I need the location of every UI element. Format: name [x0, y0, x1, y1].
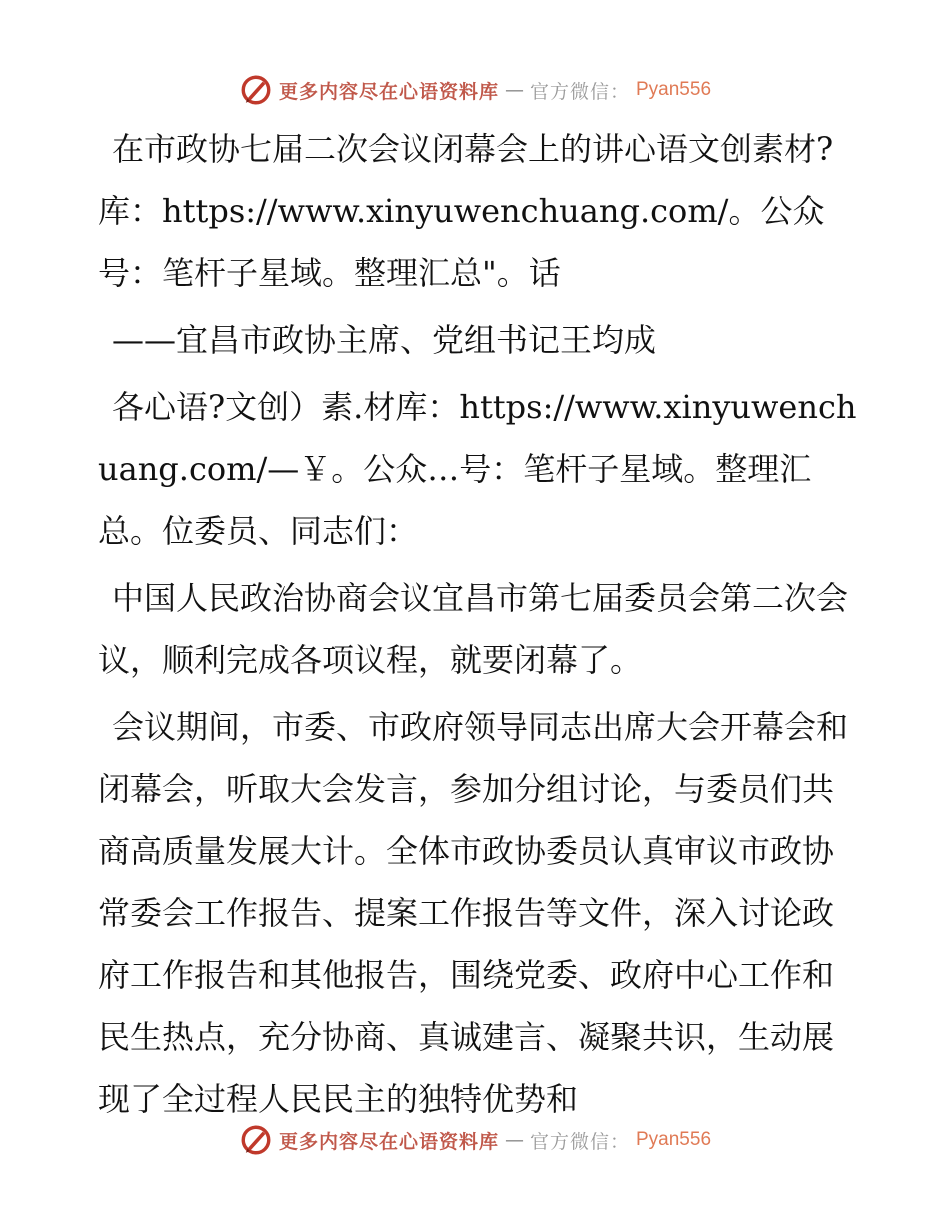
banner-wechat-label: 官方微信： [529, 1130, 630, 1153]
paragraph-3: 会议期间，市委、市政府领导同志出席大会开幕会和闭幕会，听取大会发言，参加分组讨论，与委员们共商高质量发展大计。全体市政协委员认真审议市政协常委会工作报告、提案工作报告等文件，深入讨论政府工作报告和其他报告，围绕党委、政府中心工作和民生热点，充分协商、真诚建言、凝聚共识，生动展现了全过程人民民主的独特优势和 [98, 708, 849, 1118]
document-title: 在市政协七届二次会议闭幕会上的讲心语文创素材?库：https://www.xinyuwenchuang.com/。公众号：笔杆子星域。整理汇总"。话 [98, 130, 834, 292]
document-body [98, 118, 858, 1135]
banner-wechat-id: Pyan556 [636, 1129, 712, 1150]
banner-dash: — [504, 79, 524, 101]
banner-main-text: 更多内容尽在心语资料库 [278, 1130, 499, 1153]
banner-main-text: 更多内容尽在心语资料库 [278, 80, 499, 103]
paragraph-1: 各心语?文创）素.材库：https://www.xinyuwenchuang.com/—￥。公众…号：笔杆子星域。整理汇总。位委员、同志们： [98, 388, 857, 550]
document-speaker: ——宜昌市政协主席、党组书记王均成 [112, 321, 657, 359]
footer-banner [0, 1120, 950, 1160]
banner-dash: — [504, 1129, 524, 1151]
banner-wechat-label: 官方微信： [529, 80, 630, 103]
header-banner [0, 70, 950, 110]
banner-wechat-id: Pyan556 [636, 79, 712, 100]
pen-logo-icon [239, 73, 273, 107]
paragraph-2: 中国人民政治协商会议宜昌市第七届委员会第二次会议，顺利完成各项议程，就要闭幕了。 [98, 579, 849, 679]
pen-logo-icon [239, 1123, 273, 1157]
